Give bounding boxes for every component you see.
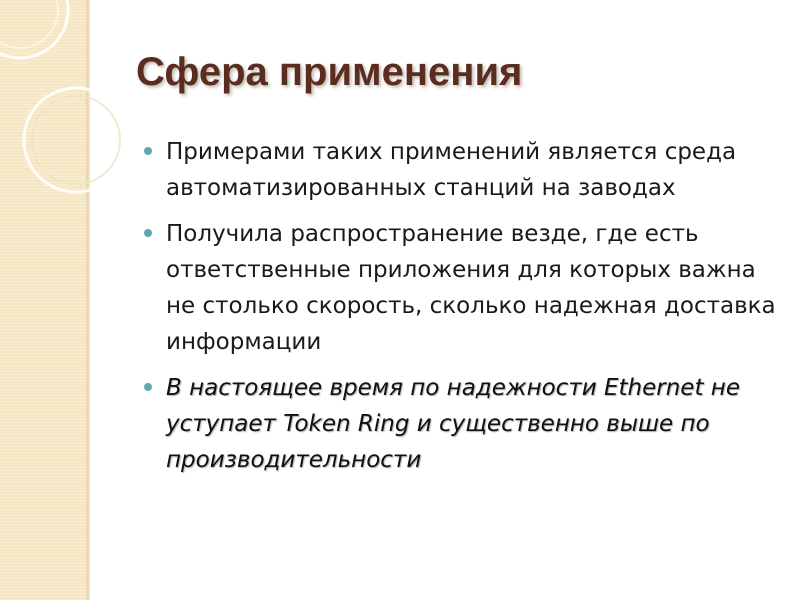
list-item [144, 370, 784, 478]
list-item [144, 216, 784, 360]
bullet-dot-icon [144, 147, 152, 155]
bullet-list [144, 134, 784, 488]
bullet-text: Получила распространение везде, где есть ответственные приложения для которых важна не столько скорость, сколько надежная доставка информации [166, 221, 776, 355]
bullet-dot-icon [144, 229, 152, 237]
bullet-dot-icon [144, 383, 152, 391]
bullet-text: Примерами таких применений является среда автоматизированных станций на заводах [166, 139, 737, 201]
bullet-text: В настоящее время по надежности Ethernet не уступает Token Ring и существенно выше по производительности [166, 375, 740, 473]
slide-title: Сфера применения [136, 50, 523, 94]
decorative-circles-icon [0, 0, 140, 220]
list-item [144, 134, 784, 206]
